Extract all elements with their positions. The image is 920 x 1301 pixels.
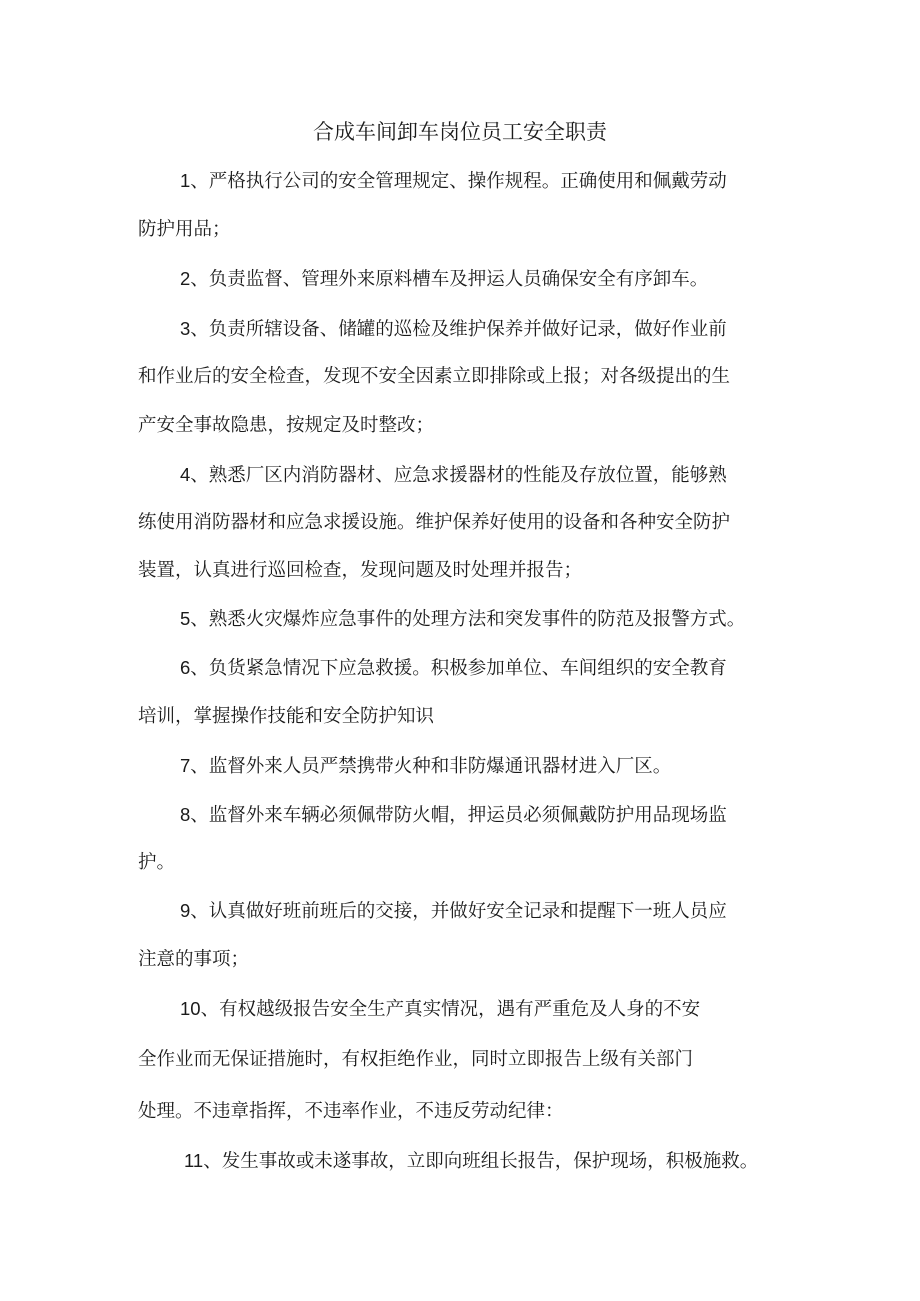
item-10-line-1: 10、有权越级报告安全生产真实情况，遇有严重危及人身的不安 — [180, 998, 701, 1020]
item-10-line-3: 处理。不违章指挥，不违率作业，不违反劳动纪律： — [138, 1101, 564, 1122]
item-2-number: 2 — [180, 268, 191, 289]
item-4-line-1: 4、熟悉厂区内消防器材、应急求援器材的性能及存放位置，能够熟 — [180, 464, 727, 486]
item-10-number: 10 — [180, 998, 201, 1019]
item-9-line-1: 9、认真做好班前班后的交接，并做好安全记录和提醒下一班人员应 — [180, 900, 727, 922]
item-5-number: 5 — [180, 608, 191, 629]
item-4-number: 4 — [180, 464, 191, 485]
item-6-line-2: 培训，掌握操作技能和安全防护知识 — [138, 706, 435, 727]
item-4-line-2: 练使用消防器材和应急求援设施。维护保养好使用的设备和各种安全防护 — [138, 512, 731, 533]
item-1-line-2: 防护用品； — [138, 219, 231, 240]
item-6-line-1: 6、负货紧急情况下应急救援。积极参加单位、车间组织的安全教育 — [180, 657, 727, 679]
item-5-line-1: 5、熟悉火灾爆炸应急事件的处理方法和突发事件的防范及报警方式。 — [180, 608, 746, 630]
item-8-line-1: 8、监督外来车辆必须佩带防火帽，押运员必须佩戴防护用品现场监 — [180, 804, 727, 826]
item-9-number: 9 — [180, 900, 191, 921]
item-3-number: 3 — [180, 318, 191, 339]
item-2-line-1: 2、负责监督、管理外来原料槽车及押运人员确保安全有序卸车。 — [180, 268, 709, 290]
item-3-line-2: 和作业后的安全检查，发现不安全因素立即排除或上报；对各级提出的生 — [138, 366, 731, 387]
item-3-line-1: 3、负责所辖设备、储罐的巡检及维护保养并做好记录，做好作业前 — [180, 318, 727, 340]
item-1-number: 1 — [180, 170, 191, 191]
item-3-line-3: 产安全事故隐患，按规定及时整改； — [138, 415, 435, 436]
item-7-number: 7 — [180, 755, 191, 776]
item-9-line-2: 注意的事项； — [138, 949, 250, 970]
item-10-line-2: 全作业而无保证措施时，有权拒绝作业，同时立即报告上级有关部门 — [138, 1049, 694, 1070]
item-4-line-3: 装置，认真进行巡回检查，发现问题及时处理并报告； — [138, 560, 583, 581]
item-8-number: 8 — [180, 804, 191, 825]
item-7-line-1: 7、监督外来人员严禁携带火种和非防爆通讯器材进入厂区。 — [180, 755, 672, 777]
item-1-line-1: 1、严格执行公司的安全管理规定、操作规程。正确使用和佩戴劳动 — [180, 170, 727, 192]
item-8-line-2: 护。 — [138, 852, 176, 873]
item-11-line-1: 11、发生事故或未遂事故，立即向班组长报告，保护现场，积极施救。 — [184, 1150, 759, 1172]
document-title: 合成车间卸车岗位员工安全职责 — [313, 120, 607, 144]
item-11-number: 11 — [184, 1150, 204, 1171]
item-6-number: 6 — [180, 657, 191, 678]
